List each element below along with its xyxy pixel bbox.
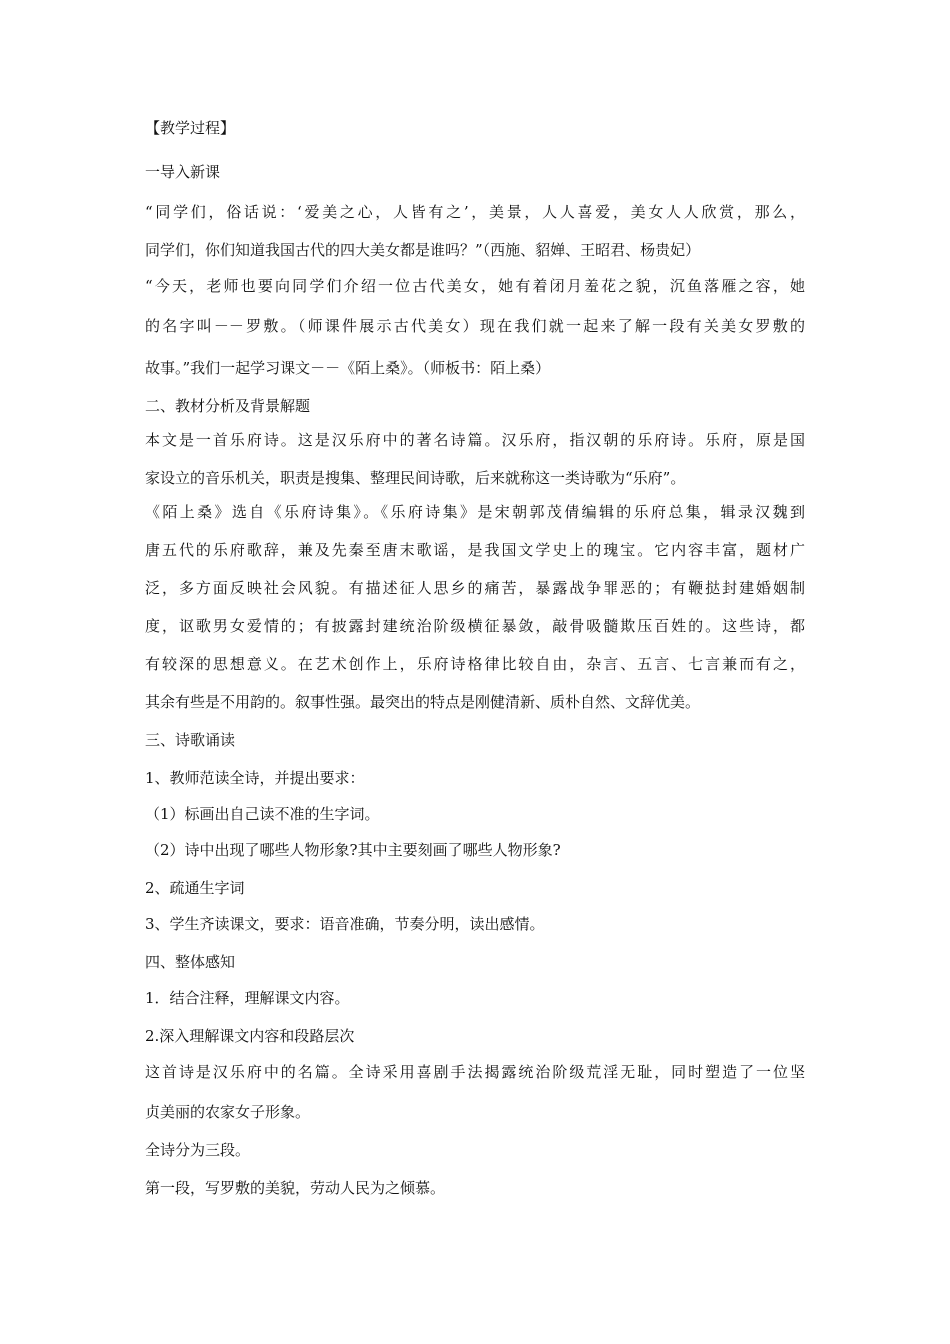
paragraph-line: 度，讴歌男女爱情的；有披露封建统治阶级横征暴敛，敲骨吸髓欺压百姓的。这些诗，都	[145, 617, 805, 635]
paragraph-line: 这首诗是汉乐府中的名篇。全诗采用喜剧手法揭露统治阶级荒淫无耻，同时塑造了一位坚	[145, 1063, 805, 1081]
paragraph-line: 其余有些是不用韵的。叙事性强。最突出的特点是刚健清新、质朴自然、文辞优美。	[145, 693, 701, 711]
list-item: （1）标画出自己读不准的生字词。	[145, 805, 380, 823]
section-heading-recitation: 三、诗歌诵读	[145, 731, 236, 749]
paragraph-line: 第一段，写罗敷的美貌，劳动人民为之倾慕。	[145, 1179, 446, 1197]
section-heading-analysis: 二、教材分析及背景解题	[145, 397, 311, 415]
list-item: 1．结合注释，理解课文内容。	[145, 989, 350, 1007]
paragraph-line: 本文是一首乐府诗。这是汉乐府中的著名诗篇。汉乐府，指汉朝的乐府诗。乐府，原是国	[145, 431, 805, 449]
section-heading-intro: 一导入新课	[145, 163, 221, 181]
paragraph-line: 全诗分为三段。	[145, 1141, 251, 1159]
list-item: 2、疏通生字词	[145, 879, 245, 897]
paragraph-line: 《陌上桑》选自《乐府诗集》。《乐府诗集》是宋朝郭茂倩编辑的乐府总集，辑录汉魏到	[145, 503, 805, 521]
section-heading-overall: 四、整体感知	[145, 953, 236, 971]
paragraph-line: 家设立的音乐机关，职责是搜集、整理民间诗歌，后来就称这一类诗歌为“乐府”。	[145, 469, 686, 487]
paragraph-line: 同学们，你们知道我国古代的四大美女都是谁吗？”（西施、貂婵、王昭君、杨贵妃）	[145, 241, 701, 259]
paragraph-line: “同学们，俗话说：‘爱美之心，人皆有之’，美景，人人喜爱，美女人人欣赏，那么，	[145, 203, 805, 221]
list-item: 1、教师范读全诗，并提出要求：	[145, 769, 365, 787]
paragraph-line: “今天，老师也要向同学们介绍一位古代美女，她有着闭月羞花之貌，沉鱼落雁之容，她	[145, 277, 805, 295]
paragraph-line: 唐五代的乐府歌辞，兼及先秦至唐末歌谣，是我国文学史上的瑰宝。它内容丰富，题材广	[145, 541, 805, 559]
paragraph-line: 的名字叫－－罗敷。（师课件展示古代美女）现在我们就一起来了解一段有关美女罗敷的	[145, 317, 805, 335]
list-item: 2.深入理解课文内容和段路层次	[145, 1027, 355, 1045]
paragraph-line: 有较深的思想意义。在艺术创作上，乐府诗格律比较自由，杂言、五言、七言兼而有之，	[145, 655, 805, 673]
list-item: 3、学生齐读课文，要求：语音准确，节奏分明，读出感情。	[145, 915, 545, 933]
list-item: （2）诗中出现了哪些人物形象?其中主要刻画了哪些人物形象?	[145, 841, 561, 859]
paragraph-line: 故事。”我们一起学习课文－－《陌上桑》。（师板书：陌上桑）	[145, 359, 551, 377]
paragraph-line: 贞美丽的农家女子形象。	[145, 1103, 311, 1121]
section-heading-teaching-process: 【教学过程】	[145, 119, 236, 137]
paragraph-line: 泛，多方面反映社会风貌。有描述征人思乡的痛苦，暴露战争罪恶的；有鞭挞封建婚姻制	[145, 579, 805, 597]
